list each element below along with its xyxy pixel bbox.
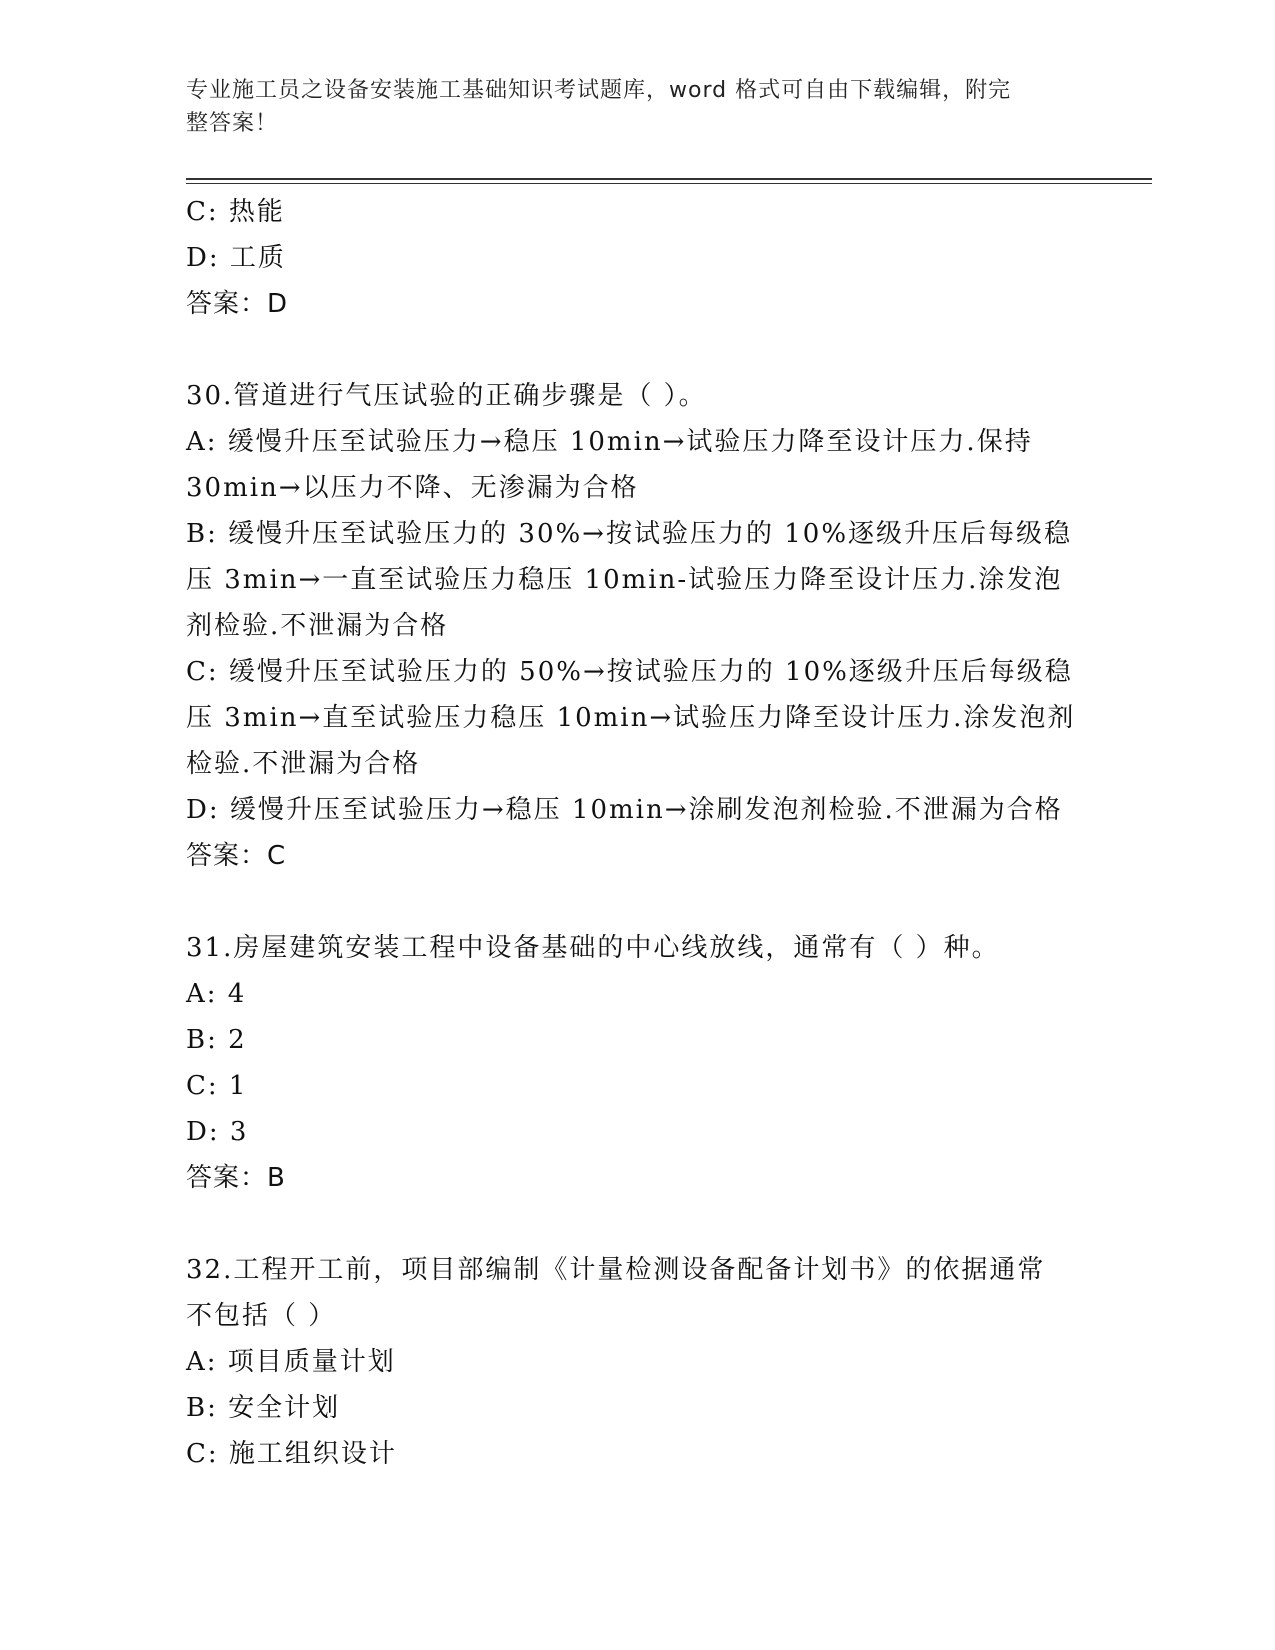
option-c: C: 1 [186, 1071, 248, 1101]
option-b-line-3: 剂检验.不泄漏为合格 [186, 611, 449, 641]
option-a-line-1: A: 缓慢升压至试验压力→稳压 10min→试验压力降至设计压力.保持 [186, 427, 1033, 457]
answer-line: 答案：C [186, 841, 287, 871]
header-divider-thin [186, 183, 1152, 184]
spacer [186, 879, 1086, 925]
question-stem-line-2: 不包括（ ） [186, 1301, 337, 1331]
question-31 [186, 925, 1086, 1201]
option-a: A: 项目质量计划 [186, 1347, 396, 1377]
option-a-line-2: 30min→以压力不降、无渗漏为合格 [186, 473, 639, 503]
option-b-line-2: 压 3min→一直至试验压力稳压 10min-试验压力降至设计压力.涂发泡 [186, 565, 1063, 595]
option-b: B: 安全计划 [186, 1393, 341, 1423]
header-line-1: 专业施工员之设备安装施工基础知识考试题库，word 格式可自由下载编辑，附完 [186, 78, 1012, 103]
spacer [186, 1201, 1086, 1247]
question-30 [186, 373, 1086, 879]
answer-line: 答案：D [186, 289, 289, 319]
document-body [186, 189, 1086, 1477]
header-line-2: 整答案！ [186, 111, 279, 136]
question-29-tail [186, 189, 1086, 327]
option-c-line-1: C: 缓慢升压至试验压力的 50%→按试验压力的 10%逐级升压后每级稳 [186, 657, 1073, 687]
spacer [186, 327, 1086, 373]
question-stem: 30.管道进行气压试验的正确步骤是（ ）。 [186, 381, 707, 411]
option-d: D: 3 [186, 1117, 249, 1147]
question-stem: 31.房屋建筑安装工程中设备基础的中心线放线，通常有（ ）种。 [186, 933, 1000, 963]
option-b-line-1: B: 缓慢升压至试验压力的 30%→按试验压力的 10%逐级升压后每级稳 [186, 519, 1073, 549]
option-c-line-3: 检验.不泄漏为合格 [186, 749, 421, 779]
option-b: B: 2 [186, 1025, 247, 1055]
option-c-line-2: 压 3min→直至试验压力稳压 10min→试验压力降至设计压力.涂发泡剂 [186, 703, 1076, 733]
option-d-line-1: D: 缓慢升压至试验压力→稳压 10min→涂刷发泡剂检验.不泄漏为合格 [186, 795, 1063, 825]
question-32 [186, 1247, 1086, 1477]
option-a: A: 4 [186, 979, 247, 1009]
header-divider-thick [186, 178, 1152, 180]
option-c: C: 热能 [186, 197, 285, 227]
option-d: D: 工质 [186, 243, 286, 273]
answer-line: 答案：B [186, 1163, 286, 1193]
question-stem-line-1: 32.工程开工前，项目部编制《计量检测设备配备计划书》的依据通常 [186, 1255, 1046, 1285]
option-c: C: 施工组织设计 [186, 1439, 397, 1469]
document-header [186, 74, 1066, 140]
